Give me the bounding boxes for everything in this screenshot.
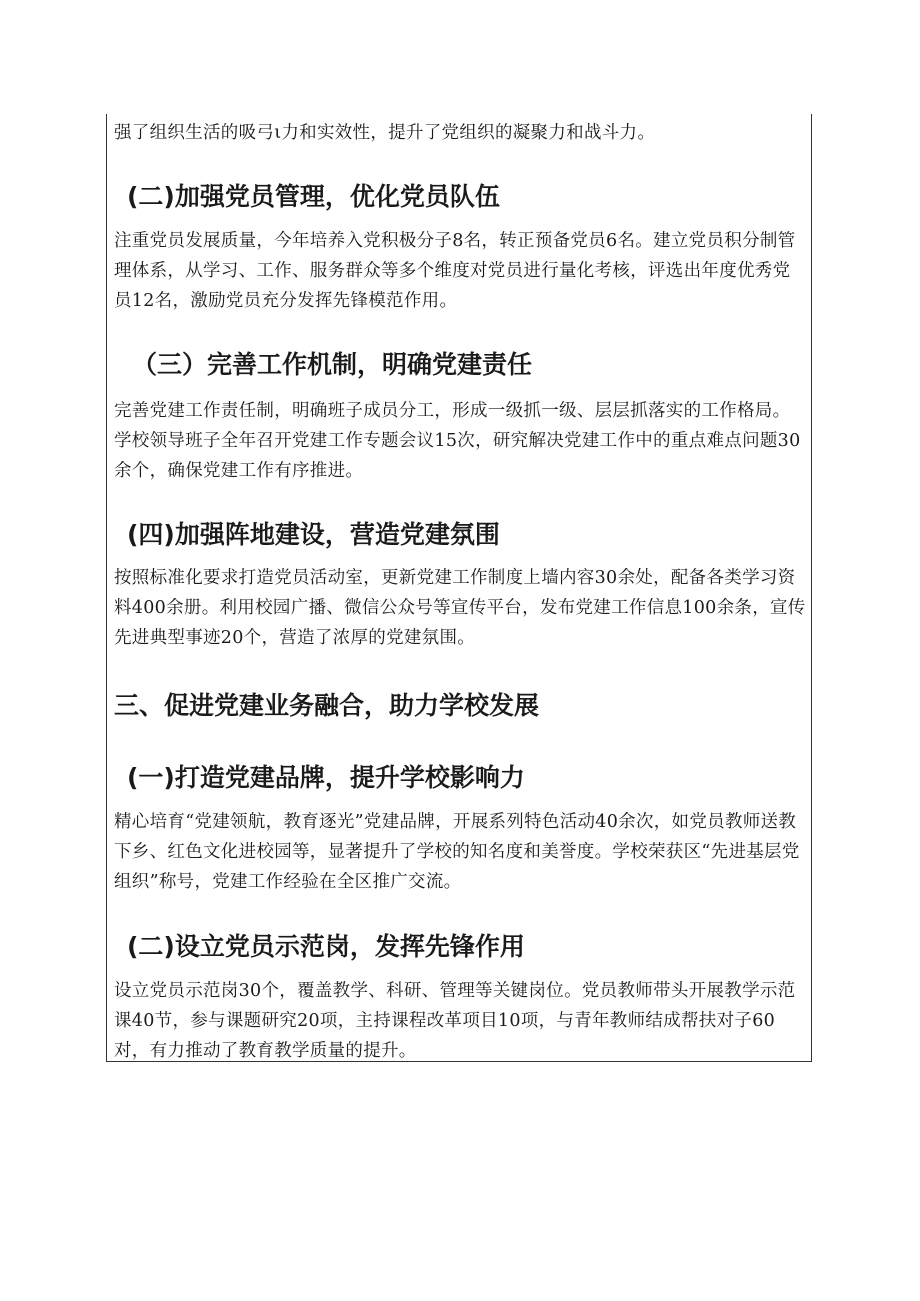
section-heading-integration: 三、促进党建业务融合，助力学校发展 <box>114 691 540 720</box>
heading-work-mechanism: （三）完善工作机制，明确党建责任 <box>132 350 533 379</box>
heading-position-building: (四)加强阵地建设，营造党建氛围 <box>127 520 500 549</box>
paragraph-model-posts: 设立党员示范岗30个，覆盖教学、科研、管理等关键岗位。党员教师带头开展教学示范课40节，参与课题研究20项，主持课程改革项目10项，与青年教师结成帮扶对子60对，有力推动了教育教学质量的提升。 <box>114 981 796 1061</box>
paragraph-intro-tail: 强了组织生活的吸弓ι力和实效性，提升了党组织的凝聚力和战斗力。 <box>114 123 656 143</box>
heading-member-management: (二)加强党员管理，优化党员队伍 <box>127 182 500 211</box>
paragraph-party-brand: 精心培育“党建领航，教育逐光”党建品牌，开展系列特色活动40余次，如党员教师送教下乡、红色文化进校园等，显著提升了学校的知名度和美誉度。学校荣获区“先进基层党组织”称号，党建工作经验在全区推广交流。 <box>114 812 800 892</box>
paragraph-member-management: 注重党员发展质量，今年培养入党积极分子8名，转正预备党员6名。建立党员积分制管理体系，从学习、工作、服务群众等多个维度对党员进行量化考核，评选出年度优秀党员12名，激励党员充分发挥先锋模范作用。 <box>114 231 796 311</box>
paragraph-position-building: 按照标准化要求打造党员活动室，更新党建工作制度上墙内容30余处，配备各类学习资料400余册。利用校园广播、微信公众号等宣传平台，发布党建工作信息100余条，宣传先进典型事迹20个，营造了浓厚的党建氛围。 <box>114 568 806 648</box>
heading-party-brand: (一)打造党建品牌，提升学校影响力 <box>127 763 525 792</box>
paragraph-work-mechanism: 完善党建工作责任制，明确班子成员分工，形成一级抓一级、层层抓落实的工作格局。学校领导班子全年召开党建工作专题会议15次，研究解决党建工作中的重点难点问题30余个，确保党建工作有序推进。 <box>114 401 801 481</box>
heading-model-posts: (二)设立党员示范岗，发挥先锋作用 <box>127 932 525 961</box>
